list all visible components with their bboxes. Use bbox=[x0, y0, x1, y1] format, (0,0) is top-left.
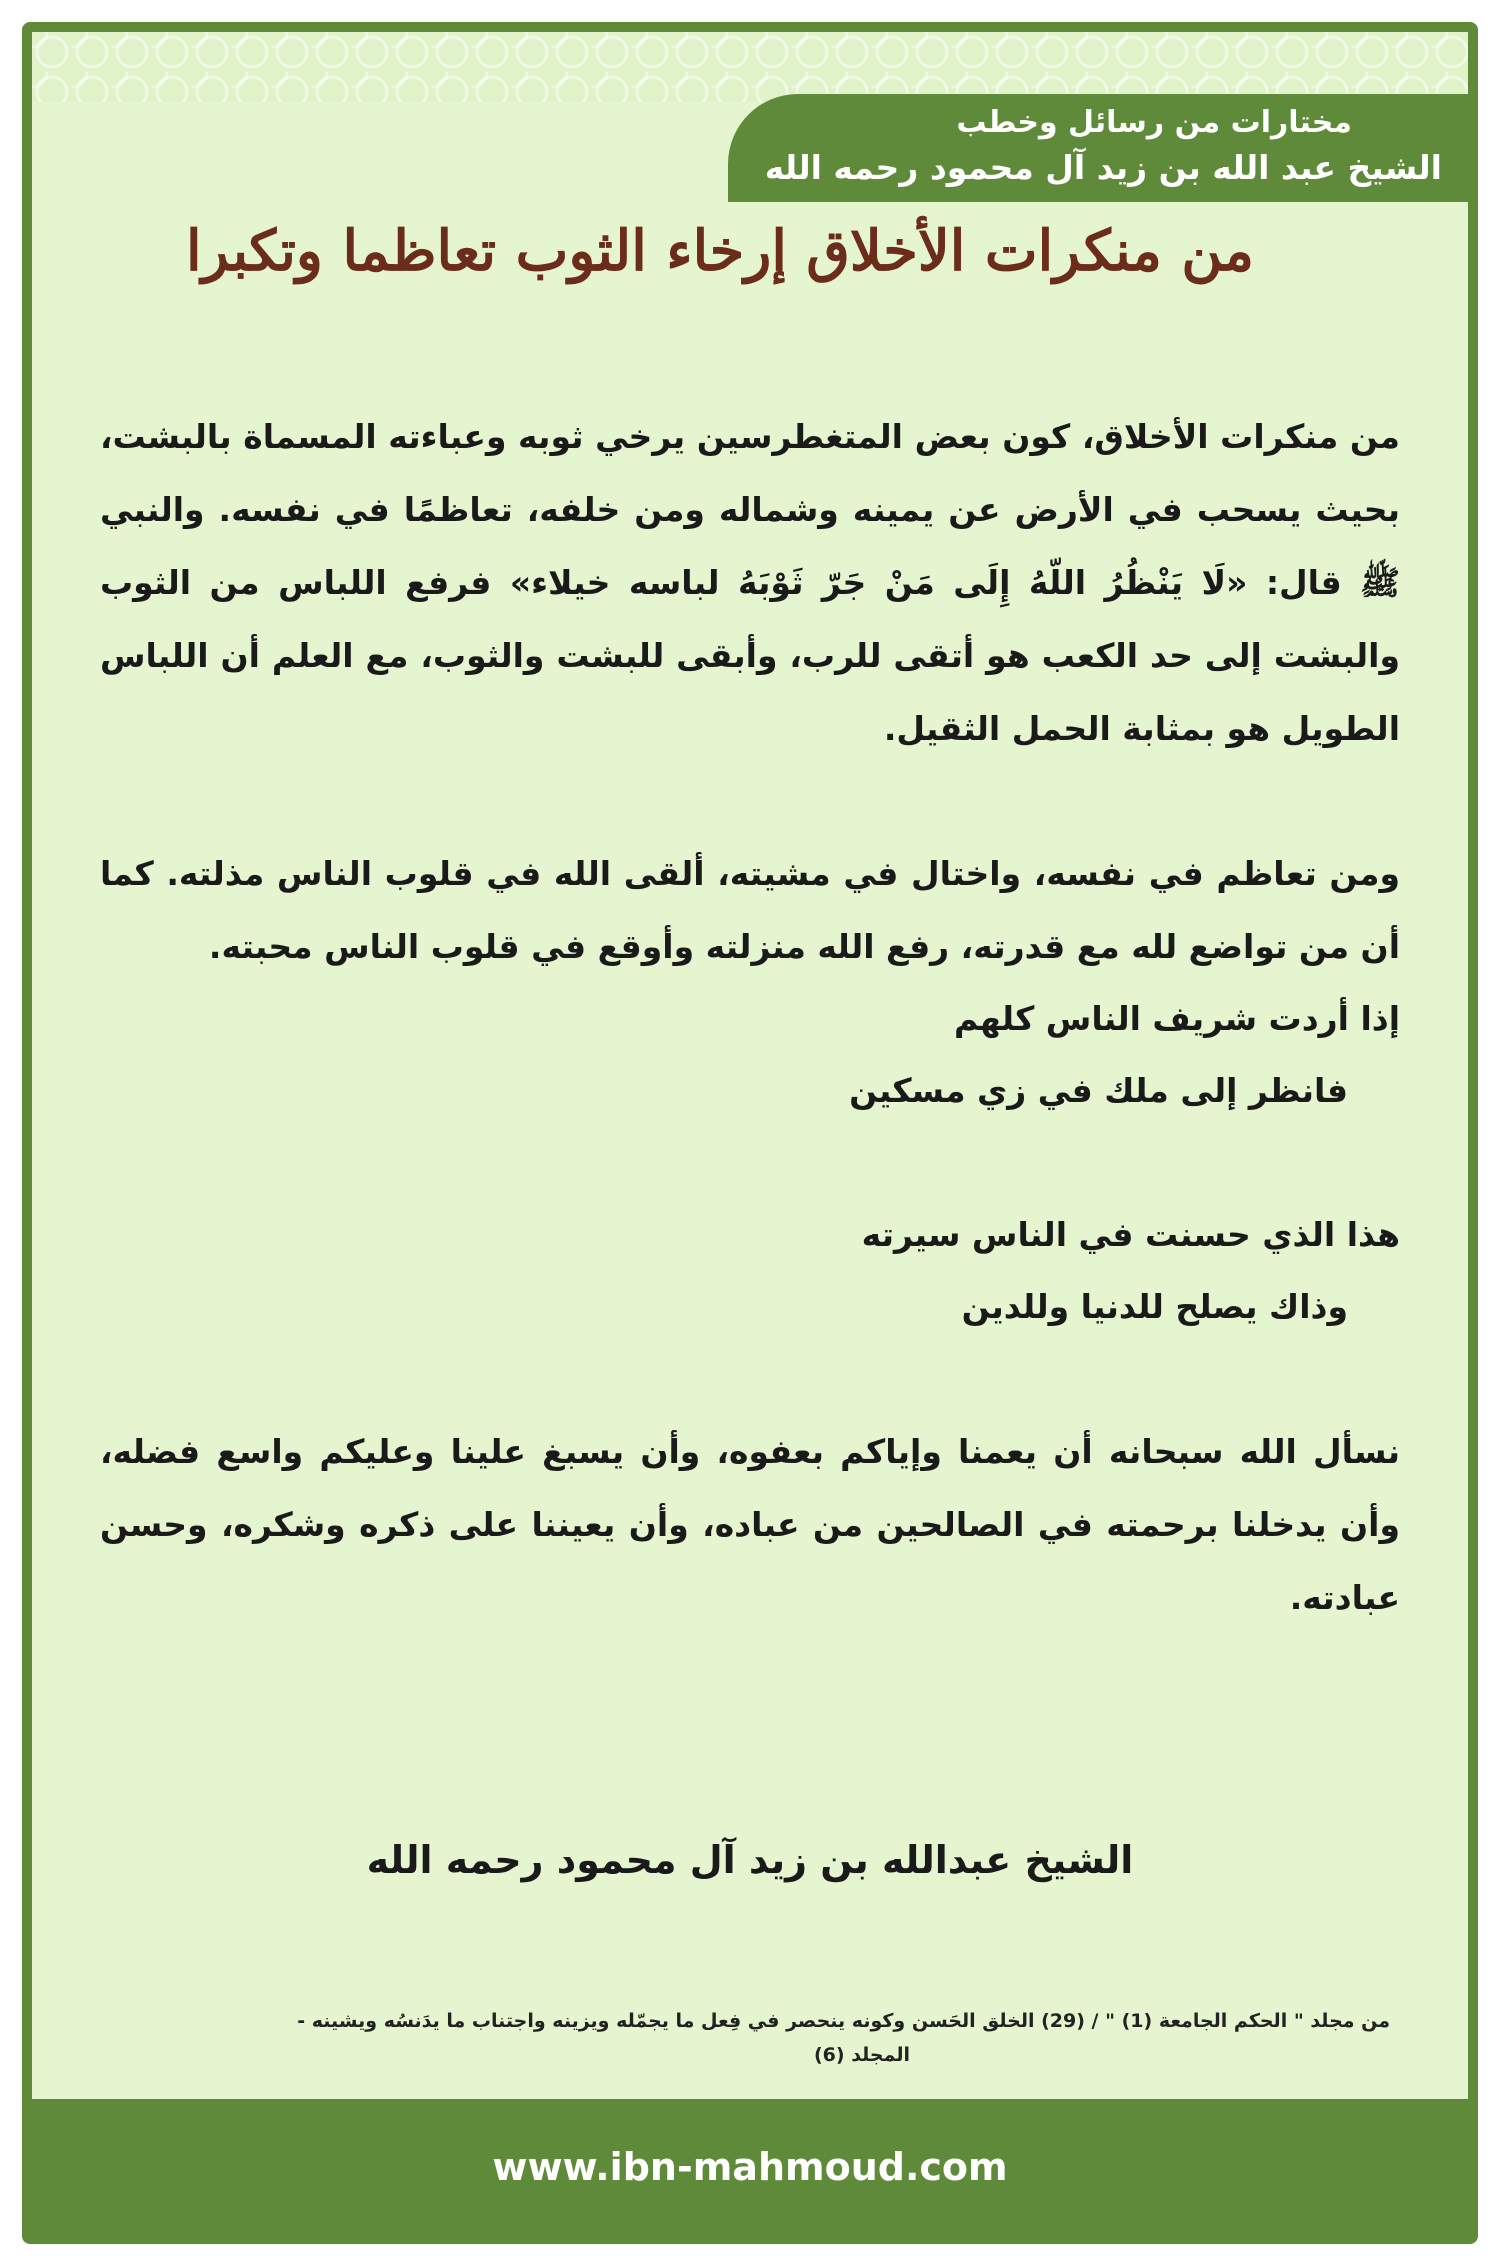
source-line-1: من مجلد " الحكم الجامعة (1) " / (29) الخلق الحَسن وكونه ينحصر في فِعل ما يجمّله ويزينه واجتناب ما يدَنسُه ويشينه - bbox=[297, 2010, 1390, 2032]
author-header: الشيخ عبد الله بن زيد آل محمود رحمه الله bbox=[764, 148, 1442, 187]
paragraph-1: من منكرات الأخلاق، كون بعض المتغطرسين يرخي ثوبه وعباءته المسماة بالبشت، بحيث يسحب في الأرض عن يمينه وشماله ومن خلفه، تعاظمًا في نفسه. والنبي ﷺ قال: «لَا يَنْظُرُ اللّهُ إِلَى مَنْ جَرّ ثَوْبَهُ لباسه خيلاء» فرفع اللباس من الثوب والبشت إلى حد الكعب هو أتقى للرب، وأبقى للبشت والثوب، مع العلم أن اللباس الطويل هو بمثابة الحمل الثقيل. bbox=[100, 417, 1400, 748]
author-signature: الشيخ عبدالله بن زيد آل محمود رحمه الله bbox=[366, 1838, 1134, 1882]
website-link[interactable]: www.ibn-mahmoud.com bbox=[492, 2144, 1008, 2189]
verse-line-1: إذا أردت شريف الناس كلهم bbox=[953, 999, 1400, 1038]
source-line-2: المجلد (6) bbox=[813, 2044, 910, 2066]
series-title: مختارات من رسائل وخطب bbox=[956, 105, 1352, 140]
header-banner bbox=[728, 94, 1468, 202]
article-body bbox=[100, 400, 1400, 1634]
paragraph-2: ومن تعاظم في نفسه، واختال في مشيته، ألقى الله في قلوب الناس مذلته. كما أن من تواضع لله مع قدرته، رفع الله منزلته وأوقع في قلوب الناس محبته. bbox=[100, 854, 1400, 966]
verse-line-2: فانظر إلى ملك في زي مسكين bbox=[849, 1071, 1348, 1110]
source-citation bbox=[110, 2004, 1390, 2072]
verse-line-4: وذاك يصلح للدنيا وللدين bbox=[961, 1287, 1348, 1326]
footer-bar bbox=[32, 2099, 1468, 2234]
article-title: من منكرات الأخلاق إرخاء الثوب تعاظما وتكبرا bbox=[186, 218, 1254, 284]
decorative-pattern bbox=[32, 32, 1468, 102]
paragraph-3: نسأل الله سبحانه أن يعمنا وإياكم بعفوه، وأن يسبغ علينا وعليكم واسع فضله، وأن يدخلنا برحمته في الصالحين من عباده، وأن يعيننا على ذكره وشكره، وحسن عبادته. bbox=[100, 1432, 1400, 1617]
verse-line-3: هذا الذي حسنت في الناس سيرته bbox=[861, 1215, 1400, 1254]
